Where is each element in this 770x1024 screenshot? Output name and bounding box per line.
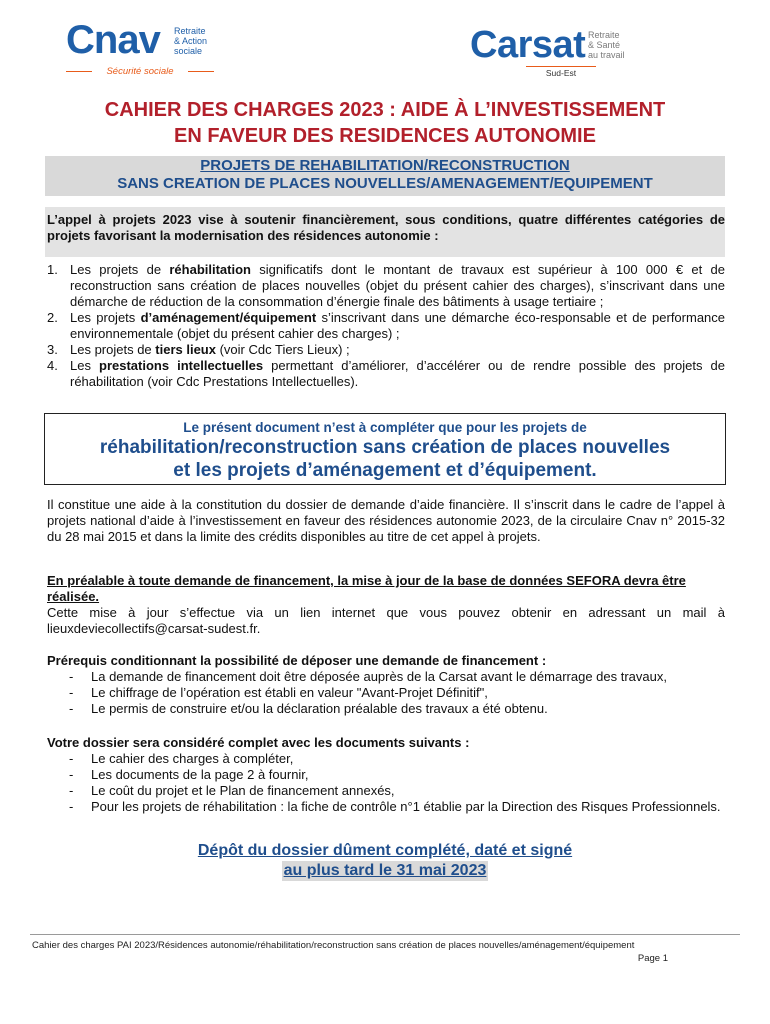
carsat-logo-region: Sud-Est bbox=[526, 66, 596, 78]
deadline-line-1: Dépôt du dossier dûment complété, daté et signé bbox=[197, 842, 573, 859]
documents-title: Votre dossier sera considéré complet avec les documents suivants : bbox=[47, 735, 470, 750]
prerequisites-list bbox=[47, 669, 725, 717]
carsat-logo bbox=[470, 26, 670, 78]
cnav-logo-tagline: Retraite & Action sociale bbox=[174, 26, 208, 56]
cnav-logo-rule-right bbox=[188, 71, 214, 72]
list-item: - Le permis de construire et/ou la déclaration préalable des travaux a été obtenu. bbox=[69, 701, 548, 716]
document-title-line-2: EN FAVEUR DES RESIDENCES AUTONOMIE bbox=[174, 125, 596, 147]
context-paragraph: Il constitue une aide à la constitution du dossier de demande d’aide financière. Il s’inscrit dans le cadre de l’appel à projets national d’aide à l’investissement en faveur des résidences autonomie 2023, de la circulaire Cnav n° 2015-32 du 28 mai 2015 et dans la limite des crédits disponibles au titre de cet appel à projets. bbox=[47, 497, 725, 544]
documents-list bbox=[47, 751, 725, 815]
scope-notice-box bbox=[44, 413, 726, 485]
prerequisites-title: Prérequis conditionnant la possibilité de déposer une demande de financement : bbox=[47, 653, 547, 668]
page-number: Page 1 bbox=[637, 953, 668, 964]
scope-notice-line-1: réhabilitation/reconstruction sans création de places nouvelles bbox=[99, 437, 671, 458]
intro-paragraph: L’appel à projets 2023 vise à soutenir financièrement, sous conditions, quatre différentes catégories de projets favorisant la modernisation des résidences autonomie : bbox=[47, 212, 725, 243]
sefora-heading: En préalable à toute demande de financement, la mise à jour de la base de données SEFORA devra être réalisée. bbox=[47, 573, 686, 604]
cnav-logo-subline: Sécurité sociale bbox=[106, 66, 174, 77]
sefora-paragraph: Cette mise à jour s’effectue via un lien internet que vous pouvez obtenir en adressant un mail à lieuxdeviecollectifs@carsat-sudest.fr. bbox=[47, 605, 725, 636]
footer-divider bbox=[30, 934, 740, 935]
submission-deadline bbox=[45, 841, 725, 881]
carsat-logo-wordmark: Carsat bbox=[470, 24, 586, 66]
list-item: - Le cahier des charges à compléter, bbox=[69, 751, 294, 766]
list-item: 3. Les projets de tiers lieux (voir Cdc Tiers Lieux) ; bbox=[47, 342, 350, 357]
document-title bbox=[30, 97, 740, 149]
document-subtitle bbox=[45, 157, 725, 193]
footer-text: Cahier des charges PAI 2023/Résidences autonomie/réhabilitation/reconstruction sans création de places nouvelles/aménagement/équipement bbox=[32, 940, 635, 951]
deadline-line-2: au plus tard le 31 mai 2023 bbox=[283, 862, 487, 879]
subtitle-line-1: PROJETS DE REHABILITATION/RECONSTRUCTION bbox=[200, 157, 570, 174]
list-item: - Le chiffrage de l’opération est établi en valeur "Avant-Projet Définitif", bbox=[69, 685, 488, 700]
scope-notice-intro: Le présent document n’est à compléter que pour les projets de bbox=[183, 420, 587, 435]
list-item: - La demande de financement doit être déposée auprès de la Carsat avant le démarrage des travaux, bbox=[69, 669, 667, 684]
list-item: - Le coût du projet et le Plan de financement annexés, bbox=[69, 783, 395, 798]
list-item: 1. Les projets de réhabilitation significatifs dont le montant de travaux est supérieur à 100 000 € et de reconstruction sans création de places nouvelles (objet du présent cahier des charges), s’inscrivant dans une démarche de réduction de la consommation d’énergie finale des bâtiments à usage tertiaire ; bbox=[47, 262, 725, 309]
cnav-logo-wordmark: Cnav bbox=[66, 18, 160, 62]
project-categories-list bbox=[47, 262, 725, 390]
document-title-line-1: CAHIER DES CHARGES 2023 : AIDE À L’INVESTISSEMENT bbox=[104, 99, 666, 121]
list-item: 2. Les projets d’aménagement/équipement s’inscrivant dans une démarche éco-responsable et de performance environnementale (objet du présent cahier des charges) ; bbox=[47, 310, 726, 341]
scope-notice-line-2: et les projets d’aménagement et d’équipement. bbox=[173, 460, 597, 481]
list-item: - Les documents de la page 2 à fournir, bbox=[69, 767, 309, 782]
carsat-logo-tagline: Retraite & Santé au travail bbox=[588, 30, 625, 60]
list-item: 4. Les prestations intellectuelles permettant d’améliorer, d’accélérer ou de rendre possible des projets de réhabilitation (voir Cdc Prestations Intellectuelles). bbox=[47, 358, 725, 389]
cnav-logo bbox=[66, 18, 226, 77]
subtitle-line-2: SANS CREATION DE PLACES NOUVELLES/AMENAGEMENT/EQUIPEMENT bbox=[117, 175, 653, 192]
list-item: - Pour les projets de réhabilitation : la fiche de contrôle n°1 établie par la Direction des Risques Professionnels. bbox=[69, 799, 721, 814]
